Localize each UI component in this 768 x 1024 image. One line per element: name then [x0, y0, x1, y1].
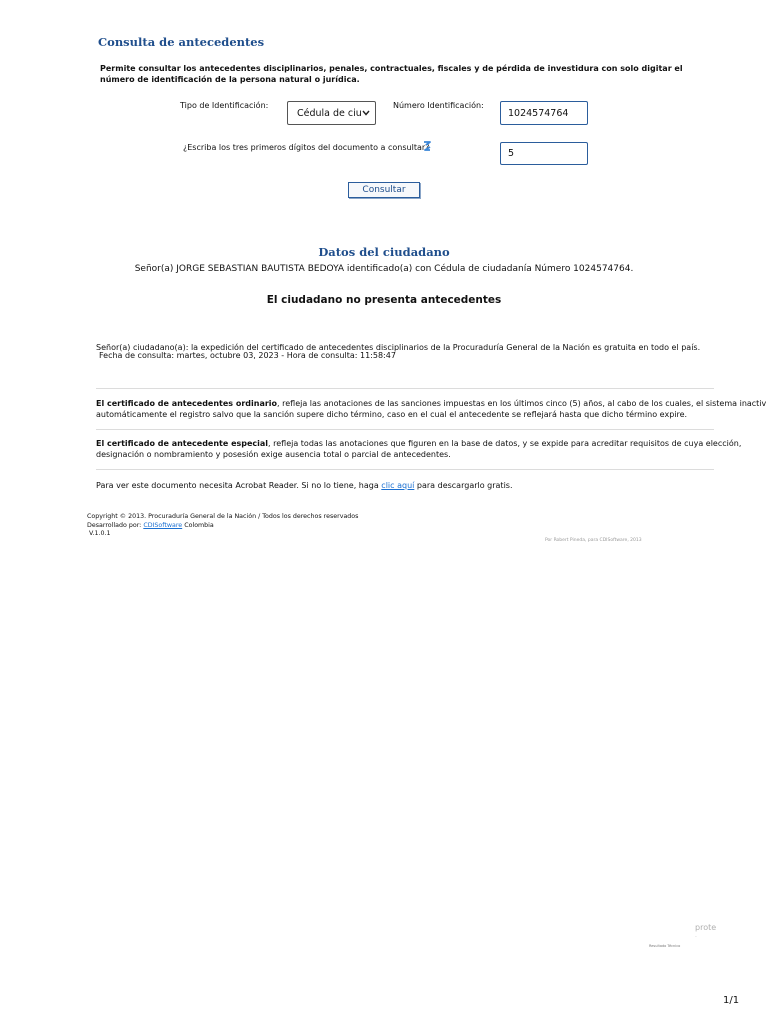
download-reader-link[interactable]: clic aquí — [381, 481, 415, 490]
chevron-down-icon — [362, 110, 370, 116]
divider — [96, 388, 714, 389]
ordinary-certificate-title: El certificado de antecedentes ordinario — [96, 399, 278, 408]
notice-line-1: Señor(a) ciudadano(a): la expedición del certificado de antecedentes disciplinarios de la Procuraduría General de la Nación es gratuita en todo el país. — [96, 343, 701, 352]
reader-note — [96, 480, 513, 491]
ordinary-certificate-text — [96, 398, 767, 409]
refresh-icon[interactable] — [421, 138, 433, 157]
reader-note-post: para descargarlo gratis. — [414, 481, 513, 490]
id-type-value: Cédula de ciu — [297, 107, 362, 119]
citizen-line: Señor(a) JORGE SEBASTIAN BAUTISTA BEDOYA identificado(a) con Cédula de ciudadanía Número 1024574764. — [134, 264, 634, 274]
form-description: Permite consultar los antecedentes disciplinarios, penales, contractuales, fiscales y de pérdida de investidura con solo digitar el número de identificación de la persona natural o jurídica. — [100, 64, 683, 84]
special-certificate-desc: , refleja todas las anotaciones que figuren en la base de datos, y se expide para acreditar requisitos de cuya elección, — [268, 439, 742, 448]
developer-link[interactable]: CDISoftware — [143, 521, 183, 529]
page-title: Consulta de antecedentes — [98, 35, 265, 49]
consultar-button[interactable]: Consultar — [348, 182, 420, 198]
footer — [87, 513, 358, 539]
id-type-label: Tipo de Identificación: — [180, 101, 269, 110]
reader-note-pre: Para ver este documento necesita Acrobat Reader. Si no lo tiene, haga — [96, 481, 382, 490]
ordinary-certificate-line2: automáticamente el registro salvo que la sanción supere dicho término, caso en el cual el antecedente se reflejará hasta que dicho término expire. — [96, 410, 688, 419]
special-certificate-text — [96, 438, 742, 449]
captcha-question: ¿Escriba los tres primeros dígitos del documento a consultar? — [183, 143, 430, 152]
developed-by: Desarrollado por: CDISoftware Colombia — [87, 521, 214, 529]
special-certificate-title: El certificado de antecedente especial — [96, 439, 269, 448]
special-certificate-line2: designación o nombramiento y posesión exige ausencia total o parcial de antecedentes. — [96, 450, 451, 459]
id-number-input[interactable]: 1024574764 — [500, 101, 588, 125]
notice-date: Fecha de consulta: martes, octubre 03, 2023 - Hora de consulta: 11:58:47 — [99, 351, 396, 360]
page-counter: 1/1 — [723, 995, 740, 1006]
copyright-text: Copyright © 2013. Procuraduría General de la Nación / Todos los derechos reservados — [87, 513, 359, 520]
ordinary-certificate-desc: , refleja las anotaciones de las sanciones impuestas en los últimos cinco (5) años, al cabo de los cuales, el sistema inactiv — [277, 399, 767, 408]
divider — [96, 429, 714, 430]
tiny-caption: Resultado Técnico — [649, 944, 681, 948]
id-number-label: Número Identificación: — [393, 101, 484, 110]
divider — [96, 469, 714, 470]
dot-mark: · — [695, 934, 697, 941]
truncated-text: prote — [695, 923, 717, 932]
version-text: V.1.0.1 — [89, 530, 111, 537]
result-title: Datos del ciudadano — [318, 245, 450, 259]
captcha-answer-input[interactable]: 5 — [500, 142, 588, 165]
status-message: El ciudadano no presenta antecedentes — [266, 294, 502, 306]
id-type-select[interactable] — [287, 101, 376, 125]
credit-text: Por Robert Pineda, para CDISoftware, 2013 — [545, 538, 642, 543]
